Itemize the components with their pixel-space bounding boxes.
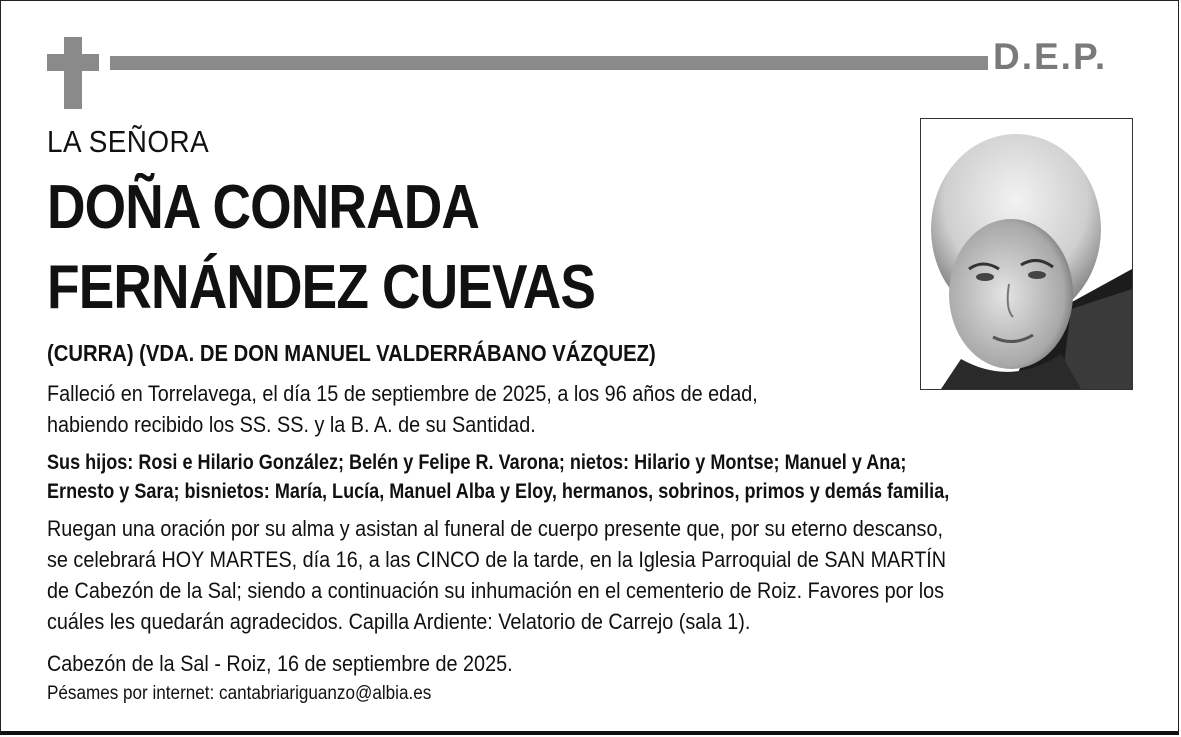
condolences-line: Pésames por internet: cantabriariguanzo@albia.es: [47, 683, 432, 704]
deceased-name-line2: FERNÁNDEZ CUEVAS: [47, 253, 596, 322]
header-rule: [110, 56, 988, 70]
portrait-photo: [920, 118, 1133, 390]
alias-line: (CURRA) (VDA. DE DON MANUEL VALDERRÁBANO VÁZQUEZ): [47, 340, 656, 366]
dep-label: D.E.P.: [993, 36, 1108, 77]
funeral-line-4: cuáles les quedarán agradecidos. Capilla Ardiente: Velatorio de Carrejo (sala 1).: [47, 609, 751, 634]
funeral-line-1: Ruegan una oración por su alma y asistan al funeral de cuerpo presente que, por su eterno descanso,: [47, 516, 943, 541]
death-line-1: Falleció en Torrelavega, el día 15 de septiembre de 2025, a los 96 años de edad,: [47, 381, 758, 406]
prefix-title: LA SEÑORA: [47, 124, 210, 159]
funeral-line-2: se celebrará HOY MARTES, día 16, a las CINCO de la tarde, en la Iglesia Parroquial de SAN MARTÍN: [47, 547, 947, 572]
death-line-2: habiendo recibido los SS. SS. y la B. A. de su Santidad.: [47, 412, 536, 437]
funeral-line-3: de Cabezón de la Sal; siendo a continuación su inhumación en el cementerio de Roiz. Favores por los: [47, 578, 945, 603]
family-line-1: Sus hijos: Rosi e Hilario González; Belén y Felipe R. Varona; nietos: Hilario y Montse; Manuel y Ana;: [47, 451, 907, 474]
family-line-2: Ernesto y Sara; bisnietos: María, Lucía, Manuel Alba y Eloy, hermanos, sobrinos, primos y demás familia,: [47, 480, 950, 503]
place-date: Cabezón de la Sal - Roiz, 16 de septiembre de 2025.: [47, 651, 513, 676]
deceased-name-line1: DOÑA CONRADA: [47, 173, 480, 242]
cross-icon: [47, 37, 99, 109]
